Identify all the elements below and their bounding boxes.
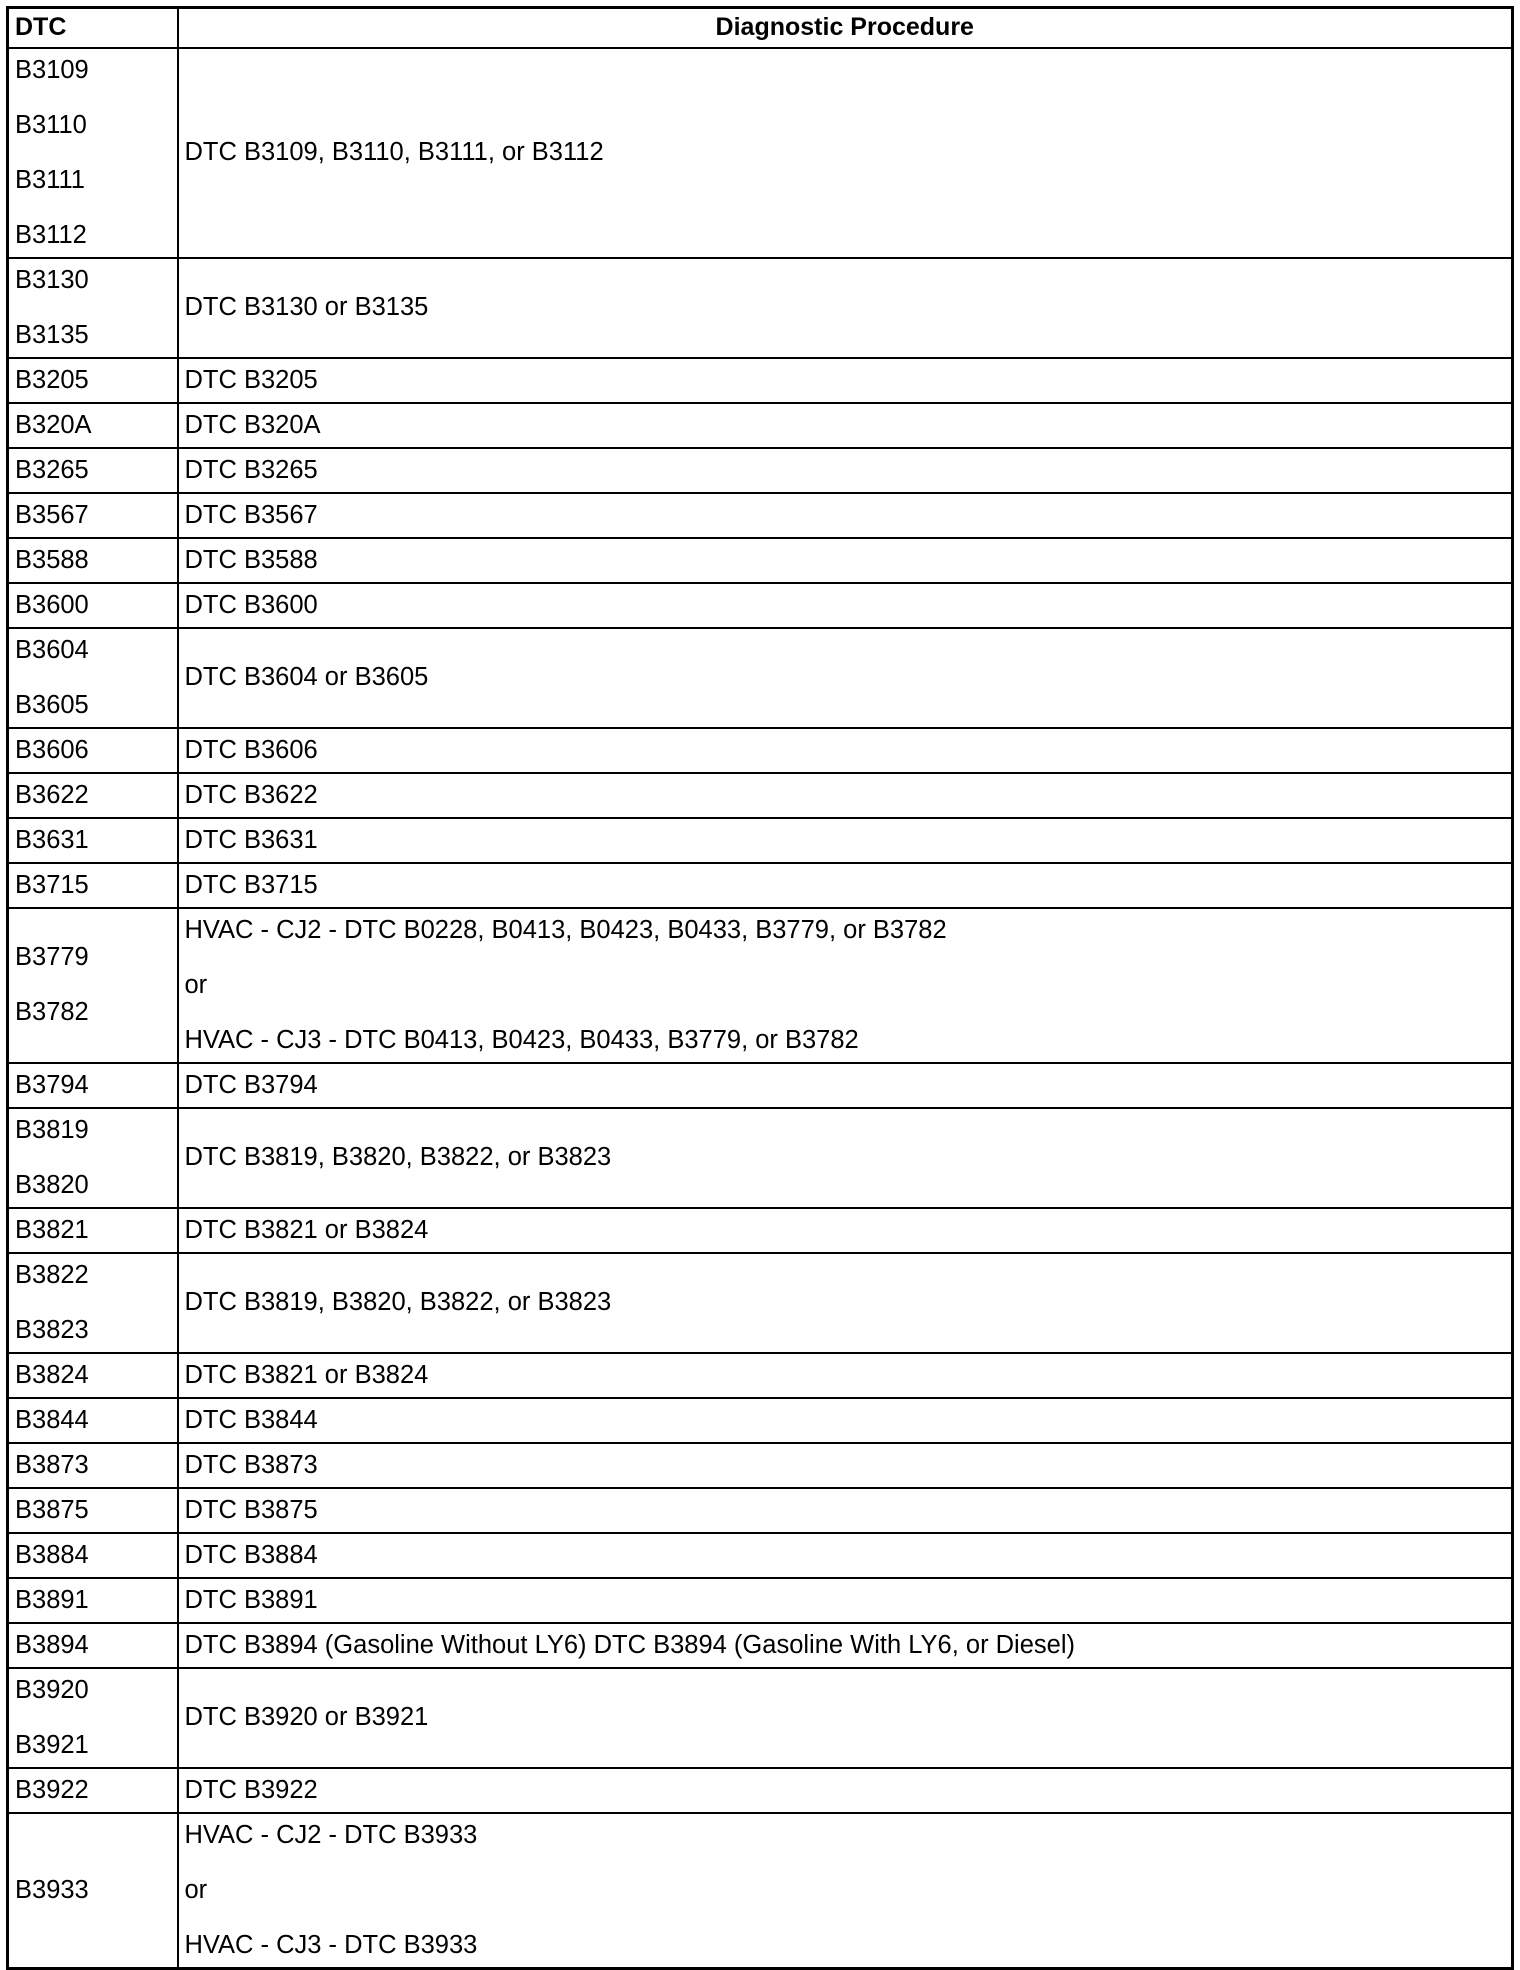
diagnostic-procedure-cell [178, 773, 1513, 818]
dtc-code: B3894 [15, 1630, 89, 1659]
diagnostic-procedure-text: DTC B3844 [184, 1405, 318, 1434]
diagnostic-procedure-cell [178, 863, 1513, 908]
diagnostic-procedure-text: DTC B3875 [184, 1495, 318, 1524]
dtc-code-cell [8, 358, 178, 403]
dtc-code-cell [8, 1398, 178, 1443]
dtc-code-cell [8, 583, 178, 628]
diagnostic-procedure-text: DTC B3715 [184, 870, 318, 899]
table-row [8, 1813, 1513, 1969]
table-row [8, 1253, 1513, 1353]
diagnostic-procedure-text: DTC B320A [184, 410, 321, 439]
dtc-code-cell [8, 1208, 178, 1253]
table-row [8, 583, 1513, 628]
table-row [8, 628, 1513, 728]
dtc-code: B3933 [15, 1875, 89, 1904]
dtc-code: B3109 [15, 55, 89, 84]
dtc-code: B3844 [15, 1405, 89, 1434]
table-row [8, 448, 1513, 493]
dtc-code-cell [8, 1668, 178, 1768]
dtc-code-cell [8, 448, 178, 493]
diagnostic-procedure-text: HVAC - CJ3 - DTC B0413, B0423, B0433, B3779, or B3782 [184, 1025, 859, 1054]
table-row [8, 1623, 1513, 1668]
diagnostic-procedure-text: DTC B3631 [184, 825, 318, 854]
dtc-code: B3819 [15, 1115, 89, 1144]
diagnostic-procedure-text: DTC B3606 [184, 735, 318, 764]
column-header-dtc: DTC [8, 8, 178, 48]
table-row [8, 773, 1513, 818]
diagnostic-procedure-cell [178, 818, 1513, 863]
table-row [8, 1578, 1513, 1623]
dtc-code-cell [8, 1063, 178, 1108]
diagnostic-procedure-text: DTC B3821 or B3824 [184, 1360, 429, 1389]
diagnostic-procedure-cell [178, 258, 1513, 358]
dtc-code: B3782 [15, 998, 89, 1026]
dtc-code-cell [8, 48, 178, 258]
table-row [8, 1768, 1513, 1813]
diagnostic-procedure-cell [178, 448, 1513, 493]
table-row [8, 258, 1513, 358]
table-row [8, 1108, 1513, 1208]
dtc-code: B3884 [15, 1540, 89, 1569]
dtc-code: B3112 [15, 220, 87, 249]
diagnostic-procedure-cell [178, 1208, 1513, 1253]
dtc-code: B3891 [15, 1585, 89, 1614]
diagnostic-procedure-text: DTC B3794 [184, 1070, 318, 1099]
dtc-code-cell [8, 628, 178, 728]
diagnostic-procedure-cell [178, 583, 1513, 628]
diagnostic-procedure-text: DTC B3819, B3820, B3822, or B3823 [184, 1143, 612, 1171]
diagnostic-procedure-text: DTC B3873 [184, 1450, 318, 1479]
table-body [8, 48, 1513, 1969]
dtc-code-cell [8, 1488, 178, 1533]
dtc-code-cell [8, 1623, 178, 1668]
dtc-code: B3922 [15, 1775, 89, 1804]
dtc-code: B3130 [15, 265, 89, 294]
diagnostic-procedure-cell [178, 728, 1513, 773]
diagnostic-procedure-cell [178, 493, 1513, 538]
diagnostic-procedure-cell [178, 358, 1513, 403]
dtc-code: B3588 [15, 545, 89, 574]
dtc-code: B3600 [15, 590, 89, 619]
table-row [8, 1063, 1513, 1108]
dtc-code: B3779 [15, 943, 89, 971]
dtc-code: B3822 [15, 1260, 89, 1289]
dtc-code-cell [8, 1768, 178, 1813]
table-header [8, 8, 1513, 48]
diagnostic-procedure-cell [178, 538, 1513, 583]
dtc-code: B3631 [15, 825, 89, 854]
table-row [8, 403, 1513, 448]
dtc-diagnostic-table [6, 6, 1514, 1970]
table-row [8, 358, 1513, 403]
diagnostic-procedure-cell [178, 1443, 1513, 1488]
diagnostic-procedure-cell [178, 1488, 1513, 1533]
diagnostic-procedure-text: DTC B3622 [184, 780, 318, 809]
dtc-code-cell [8, 773, 178, 818]
diagnostic-procedure-cell [178, 1108, 1513, 1208]
table-row [8, 493, 1513, 538]
diagnostic-procedure-text: DTC B3819, B3820, B3822, or B3823 [184, 1288, 612, 1316]
diagnostic-procedure-text: DTC B3891 [184, 1585, 318, 1614]
table-row [8, 1488, 1513, 1533]
table-row [8, 1398, 1513, 1443]
diagnostic-procedure-cell [178, 1063, 1513, 1108]
table-row [8, 538, 1513, 583]
dtc-code: B3875 [15, 1495, 89, 1524]
diagnostic-procedure-cell [178, 1533, 1513, 1578]
dtc-code-cell [8, 1533, 178, 1578]
table-row [8, 728, 1513, 773]
dtc-code: B3821 [15, 1215, 89, 1244]
dtc-code-cell [8, 493, 178, 538]
dtc-code-cell [8, 1443, 178, 1488]
diagnostic-procedure-text: DTC B3821 or B3824 [184, 1215, 429, 1244]
dtc-code-cell [8, 403, 178, 448]
dtc-code: B320A [15, 410, 92, 439]
dtc-code-cell [8, 728, 178, 773]
diagnostic-procedure-text: DTC B3109, B3110, B3111, or B3112 [184, 138, 604, 166]
diagnostic-procedure-text: or [184, 1875, 208, 1904]
column-header-diagnostic-procedure: Diagnostic Procedure [178, 8, 1513, 48]
table-row [8, 908, 1513, 1063]
diagnostic-procedure-text: DTC B3205 [184, 365, 318, 394]
dtc-code: B3921 [15, 1730, 89, 1759]
table-row [8, 1533, 1513, 1578]
diagnostic-procedure-text: DTC B3265 [184, 455, 318, 484]
diagnostic-procedure-text: HVAC - CJ2 - DTC B3933 [184, 1820, 478, 1849]
table-row [8, 1353, 1513, 1398]
dtc-code: B3823 [15, 1315, 89, 1344]
dtc-code-cell [8, 1813, 178, 1969]
diagnostic-procedure-text: DTC B3922 [184, 1775, 318, 1804]
dtc-code: B3873 [15, 1450, 89, 1479]
diagnostic-procedure-cell [178, 1353, 1513, 1398]
dtc-code-cell [8, 258, 178, 358]
diagnostic-procedure-cell [178, 628, 1513, 728]
dtc-code: B3605 [15, 690, 89, 719]
dtc-code-cell [8, 1108, 178, 1208]
diagnostic-procedure-cell [178, 48, 1513, 258]
table-row [8, 48, 1513, 258]
dtc-code-cell [8, 818, 178, 863]
diagnostic-procedure-text: HVAC - CJ2 - DTC B0228, B0413, B0423, B0433, B3779, or B3782 [184, 915, 947, 944]
diagnostic-procedure-cell [178, 1813, 1513, 1969]
dtc-code: B3205 [15, 365, 89, 394]
diagnostic-procedure-cell [178, 1253, 1513, 1353]
dtc-code-cell [8, 908, 178, 1063]
dtc-code: B3622 [15, 780, 89, 809]
diagnostic-procedure-text: DTC B3604 or B3605 [184, 663, 429, 691]
dtc-code: B3794 [15, 1070, 89, 1099]
diagnostic-procedure-cell [178, 1578, 1513, 1623]
diagnostic-procedure-text: DTC B3884 [184, 1540, 318, 1569]
diagnostic-procedure-text: DTC B3600 [184, 590, 318, 619]
dtc-code: B3820 [15, 1170, 89, 1199]
dtc-code-cell [8, 1578, 178, 1623]
dtc-code: B3920 [15, 1675, 89, 1704]
dtc-code-cell [8, 1353, 178, 1398]
diagnostic-procedure-cell [178, 1623, 1513, 1668]
diagnostic-procedure-cell [178, 908, 1513, 1063]
table-row [8, 863, 1513, 908]
dtc-code: B3604 [15, 635, 89, 664]
dtc-code: B3715 [15, 870, 89, 899]
dtc-code: B3567 [15, 500, 89, 529]
diagnostic-procedure-text: DTC B3567 [184, 500, 318, 529]
diagnostic-procedure-text: DTC B3588 [184, 545, 318, 574]
diagnostic-procedure-text: HVAC - CJ3 - DTC B3933 [184, 1930, 478, 1959]
diagnostic-procedure-text: DTC B3130 or B3135 [184, 293, 429, 321]
table-row [8, 1443, 1513, 1488]
header-row [8, 8, 1513, 48]
table-row [8, 818, 1513, 863]
dtc-code: B3111 [15, 165, 85, 194]
dtc-code: B3135 [15, 320, 89, 349]
dtc-code: B3265 [15, 455, 89, 484]
dtc-code-cell [8, 538, 178, 583]
dtc-code: B3110 [15, 110, 87, 139]
diagnostic-procedure-cell [178, 1768, 1513, 1813]
dtc-code: B3824 [15, 1360, 89, 1389]
diagnostic-procedure-cell [178, 1398, 1513, 1443]
dtc-code-cell [8, 1253, 178, 1353]
diagnostic-procedure-text: or [184, 970, 208, 999]
dtc-code-cell [8, 863, 178, 908]
dtc-code: B3606 [15, 735, 89, 764]
table-row [8, 1668, 1513, 1768]
diagnostic-procedure-cell [178, 1668, 1513, 1768]
diagnostic-procedure-text: DTC B3894 (Gasoline Without LY6) DTC B3894 (Gasoline With LY6, or Diesel) [184, 1630, 1075, 1659]
diagnostic-procedure-cell [178, 403, 1513, 448]
table-row [8, 1208, 1513, 1253]
diagnostic-procedure-text: DTC B3920 or B3921 [184, 1703, 429, 1731]
